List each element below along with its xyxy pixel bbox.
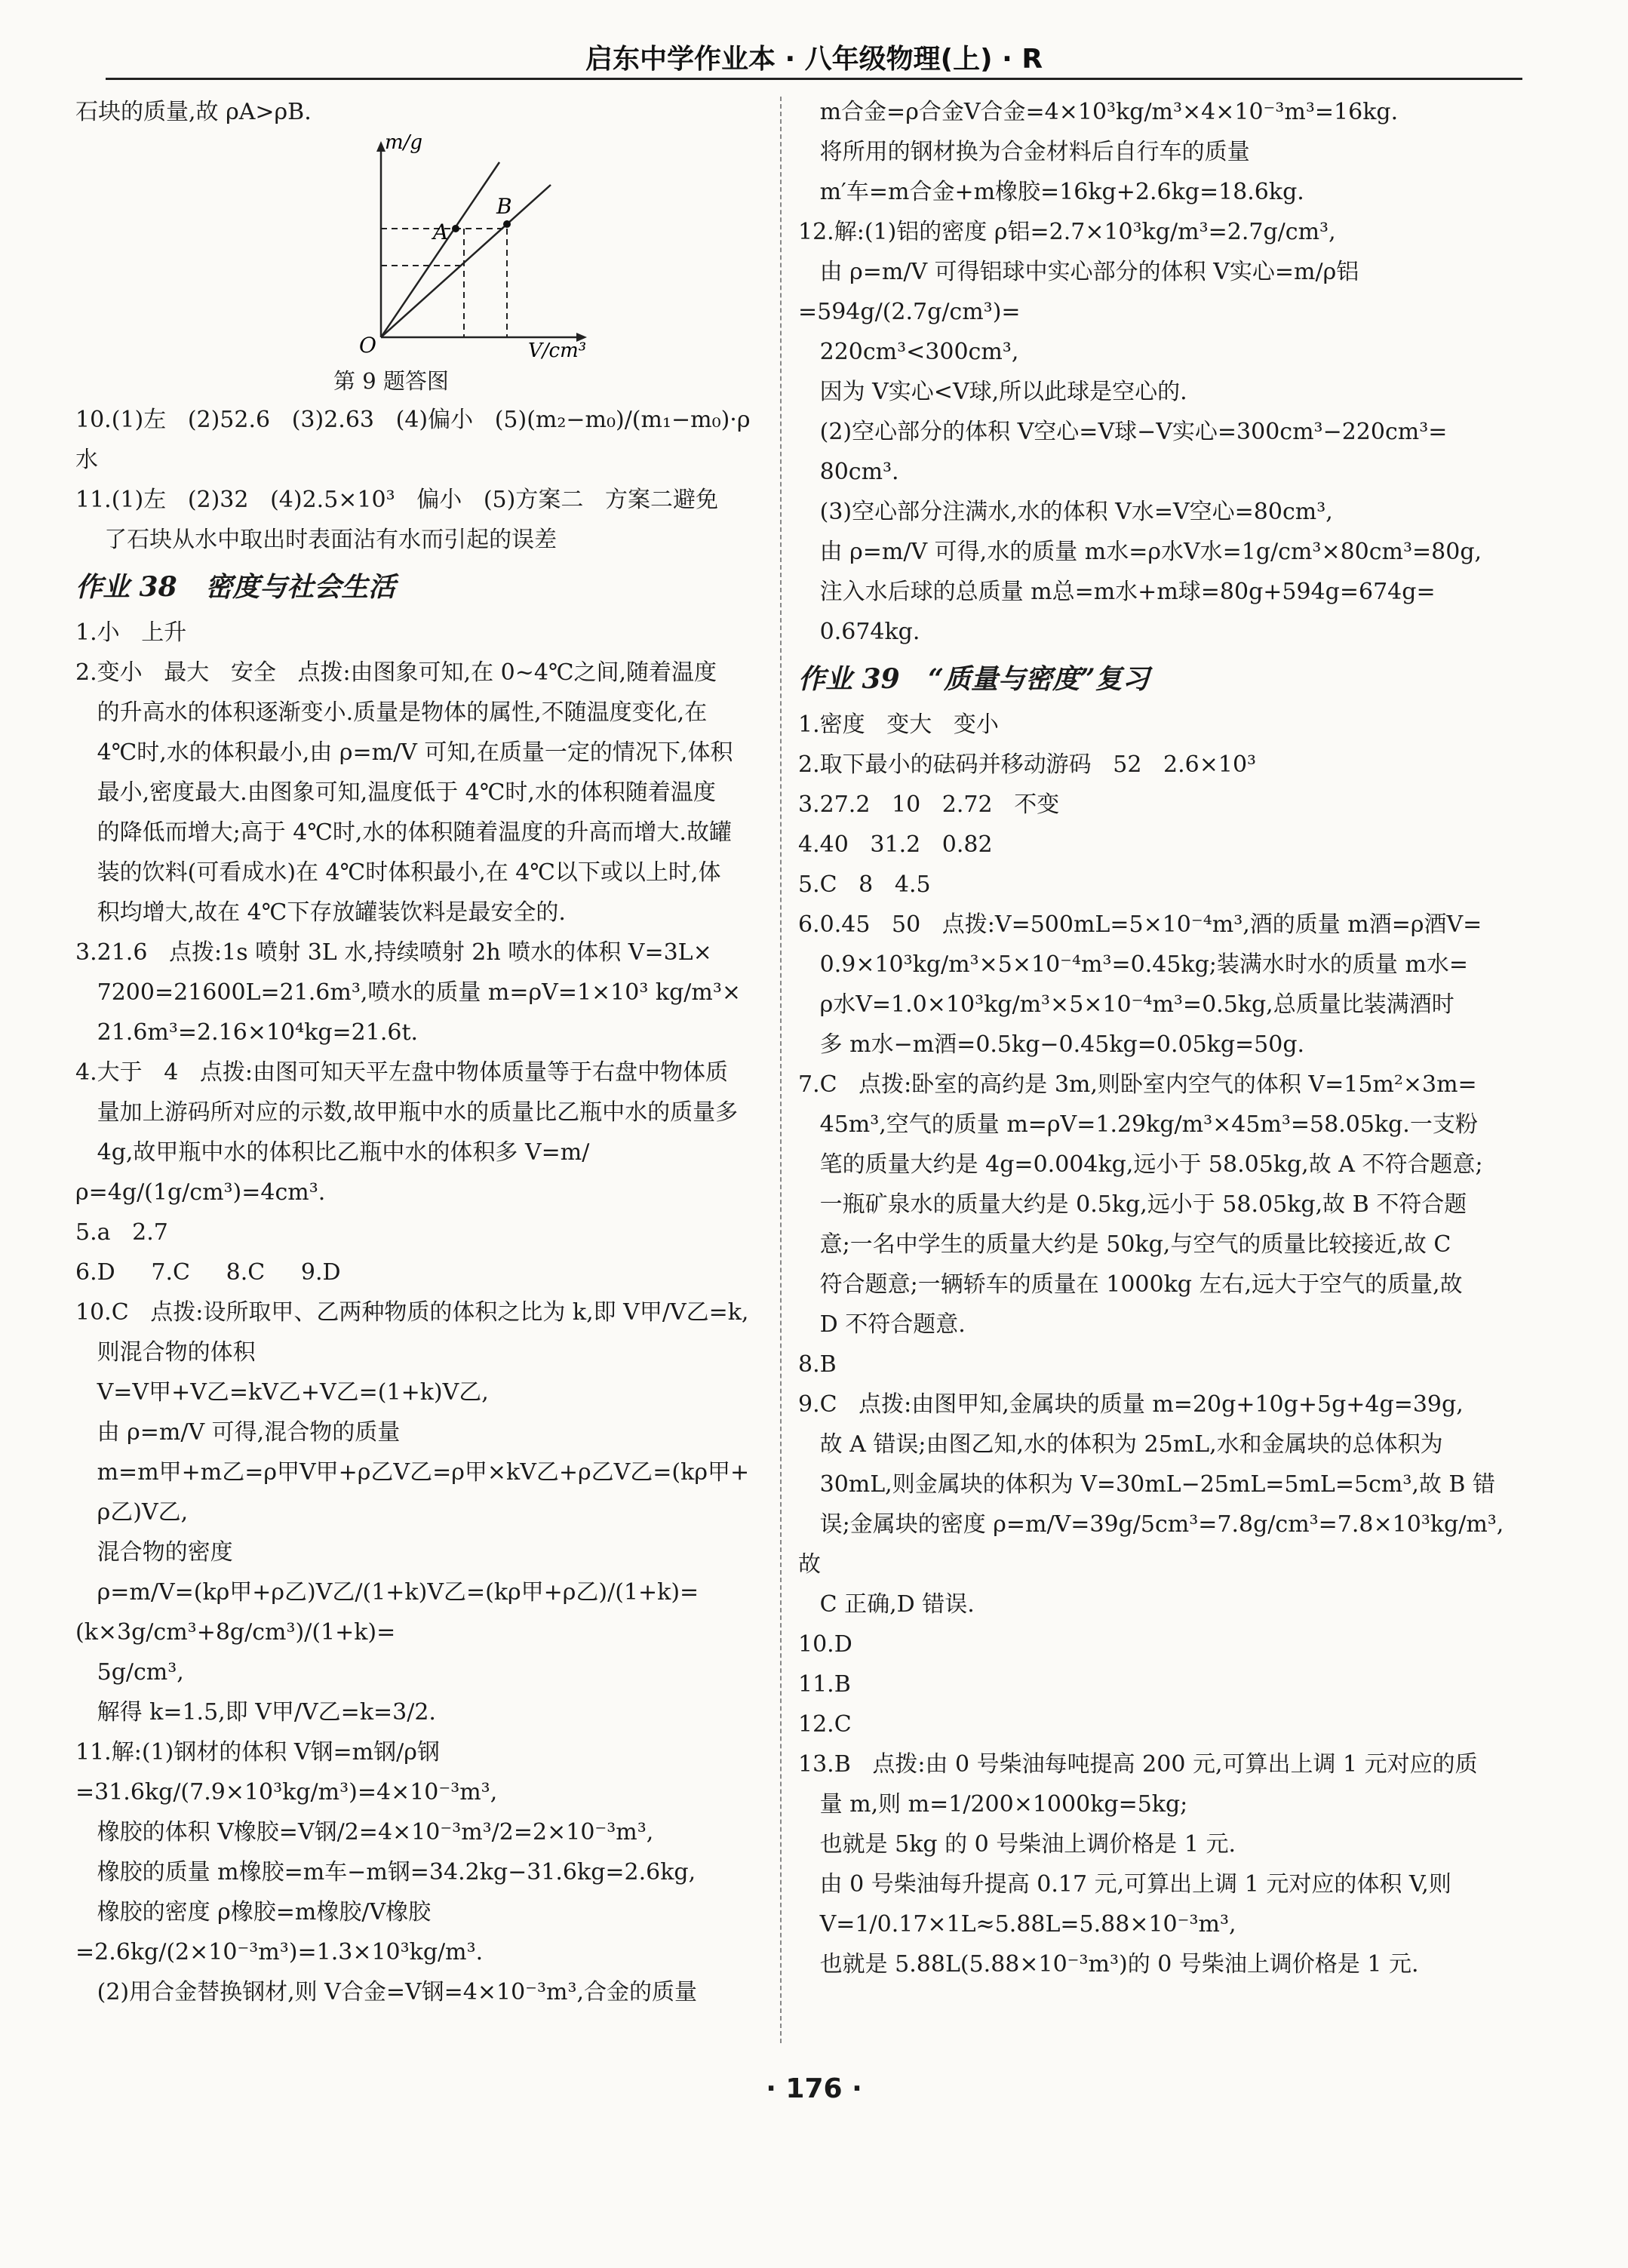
text-line: 则混合物的体积 <box>75 1339 256 1366</box>
text-line: 5.a 2.7 <box>75 1219 168 1246</box>
text-line: 的升高水的体积逐渐变小.质量是物体的属性,不随温度变化,在 <box>75 699 708 726</box>
figure-caption: 第 9 题答图 <box>333 368 449 394</box>
text-line: 6.0.45 50 点拨:V=500mL=5×10⁻⁴m³,酒的质量 m酒=ρ酒V= <box>798 911 1482 938</box>
origin-label: O <box>359 333 376 358</box>
text-line: m′车=m合金+m橡胶=16kg+2.6kg=18.6kg. <box>798 179 1304 205</box>
text-line: ρ水V=1.0×10³kg/m³×5×10⁻⁴m³=0.5kg,总质量比装满酒时 <box>798 991 1454 1018</box>
text-line: 量 m,则 m=1/200×1000kg=5kg; <box>798 1791 1188 1818</box>
point-b-label: B <box>496 194 512 219</box>
text-line: m合金=ρ合金V合金=4×10³kg/m³×4×10⁻³m³=16kg. <box>798 99 1399 125</box>
text-line: 45m³,空气的质量 m=ρV=1.29kg/m³×45m³=58.05kg.一支粉 <box>798 1111 1478 1138</box>
text-line: m=m甲+m乙=ρ甲V甲+ρ乙V乙=ρ甲×kV乙+ρ乙V乙=(kρ甲+ <box>75 1459 750 1486</box>
text-line: 误;金属块的密度 ρ=m/V=39g/5cm³=7.8g/cm³=7.8×10³kg/m³,故 <box>798 1511 1504 1578</box>
text-line: 30mL,则金属块的体积为 V=30mL−25mL=5mL=5cm³,故 B 错 <box>798 1471 1495 1498</box>
text-line: 笔的质量大约是 4g=0.004kg,远小于 58.05kg,故 A 不符合题意; <box>798 1151 1483 1178</box>
text-line: 注入水后球的总质量 m总=m水+m球=80g+594g=674g= <box>798 579 1436 605</box>
left-answer-lines <box>75 400 758 560</box>
left-column <box>75 92 758 2012</box>
text-line: 12.C <box>798 1711 852 1738</box>
text-line: 由 ρ=m/V 可得,混合物的质量 <box>75 1419 401 1446</box>
text-line: 装的饮料(可看成水)在 4℃时体积最小,在 4℃以下或以上时,体 <box>75 859 721 886</box>
text-line: 多 m水−m酒=0.5kg−0.45kg=0.05kg=50g. <box>798 1031 1305 1058</box>
x-axis-label: V/cm³ <box>528 340 587 362</box>
text-line: 由 0 号柴油每升提高 0.17 元,可算出上调 1 元对应的体积 V,则 <box>798 1871 1451 1898</box>
text-line: 9.C 点拨:由图甲知,金属块的质量 m=20g+10g+5g+4g=39g, <box>798 1391 1464 1418</box>
text-line: 21.6m³=2.16×10⁴kg=21.6t. <box>75 1019 419 1046</box>
text-line: 8.B <box>798 1351 837 1378</box>
text-line: 将所用的钢材换为合金材料后自行车的质量 <box>798 139 1250 165</box>
text-line: 13.B 点拨:由 0 号柴油每吨提高 200 元,可算出上调 1 元对应的质 <box>798 1751 1478 1778</box>
right-column <box>798 92 1516 1984</box>
text-line: 80cm³. <box>798 459 899 485</box>
text-line: 积均增大,故在 4℃下存放罐装饮料是最安全的. <box>75 899 566 926</box>
column-divider <box>780 97 782 2043</box>
point-b-marker <box>503 220 511 228</box>
text-line: 也就是 5kg 的 0 号柴油上调价格是 1 元. <box>798 1831 1236 1858</box>
text-line: V=V甲+V乙=kV乙+V乙=(1+k)V乙, <box>75 1379 489 1406</box>
text-line: 0.674kg. <box>798 619 920 645</box>
text-line: 意;一名中学生的质量大约是 50kg,与空气的质量比较接近,故 C <box>798 1231 1451 1258</box>
mass-volume-graph <box>294 132 611 362</box>
text-line: 10.(1)左 (2)52.6 (3)2.63 (4)偏小 (5)(m₂−m₀)/(m₁−m₀)·ρ水 <box>75 407 751 473</box>
line-a <box>381 162 499 337</box>
text-line: 石块的质量,故 ρA>ρB. <box>75 99 312 125</box>
text-line: 由 ρ=m/V 可得铝球中实心部分的体积 V实心=m/ρ铝=594g/(2.7g/cm³)= <box>798 259 1359 325</box>
text-line: 0.9×10³kg/m³×5×10⁻⁴m³=0.45kg;装满水时水的质量 m水= <box>798 951 1469 978</box>
text-line: 3.21.6 点拨:1s 喷射 3L 水,持续喷射 2h 喷水的体积 V=3L× <box>75 939 712 966</box>
text-line: 了石块从水中取出时表面沾有水而引起的误差 <box>75 527 558 553</box>
text-line: 量加上游码所对应的示数,故甲瓶中水的质量比乙瓶中水的质量多 <box>75 1099 739 1126</box>
text-line: 故 A 错误;由图乙知,水的体积为 25mL,水和金属块的总体积为 <box>798 1431 1443 1458</box>
text-line: 11.解:(1)钢材的体积 V钢=m钢/ρ钢=31.6kg/(7.9×10³kg/m³)=4×10⁻³m³, <box>75 1739 498 1805</box>
text-line: 混合物的密度 <box>75 1539 233 1566</box>
text-line: 橡胶的密度 ρ橡胶=m橡胶/V橡胶=2.6kg/(2×10⁻³m³)=1.3×10³kg/m³. <box>75 1899 484 1965</box>
line-b <box>381 185 551 337</box>
text-line: C 正确,D 错误. <box>798 1591 975 1618</box>
text-line: 11.B <box>798 1671 851 1698</box>
text-line: 10.C 点拨:设所取甲、乙两种物质的体积之比为 k,即 V甲/V乙=k, <box>75 1299 749 1326</box>
text-line: (2)空心部分的体积 V空心=V球−V实心=300cm³−220cm³= <box>798 419 1448 445</box>
text-line: 10.D <box>798 1631 852 1658</box>
left-top-lines <box>75 92 758 132</box>
y-axis-label: m/g <box>385 132 423 154</box>
text-line: 1.密度 变大 变小 <box>798 711 999 738</box>
text-line: 4g,故甲瓶中水的体积比乙瓶中水的体积多 V=m/ρ=4g/(1g/cm³)=4cm³. <box>75 1139 590 1206</box>
page-header-title: 启东中学作业本 · 八年级物理(上) · R <box>585 44 1043 75</box>
text-line: 7200=21600L=21.6m³,喷水的质量 m=ρV=1×10³ kg/m³× <box>75 979 742 1006</box>
text-line: 5.C 8 4.5 <box>798 871 931 898</box>
text-line: ρ=m/V=(kρ甲+ρ乙)V乙/(1+k)V乙=(kρ甲+ρ乙)/(1+k)=(k×3g/cm³+8g/cm³)/(1+k)= <box>75 1579 699 1646</box>
text-line: (2)用合金替换钢材,则 V合金=V钢=4×10⁻³m³,合金的质量 <box>75 1979 698 2005</box>
page-number: · 176 · <box>766 2073 862 2104</box>
text-line: 最小,密度最大.由图象可知,温度低于 4℃时,水的体积随着温度 <box>75 779 716 806</box>
text-line: 220cm³<300cm³, <box>798 339 1019 365</box>
text-line: 的降低而增大;高于 4℃时,水的体积随着温度的升高而增大.故罐 <box>75 819 732 846</box>
text-line: 3.27.2 10 2.72 不变 <box>798 791 1060 818</box>
text-line: D 不符合题意. <box>798 1311 966 1338</box>
section-38-title: 作业 38 密度与社会生活 <box>75 571 396 603</box>
text-line: ρ乙)V乙, <box>75 1499 189 1526</box>
section-39-lines <box>798 705 1516 1984</box>
text-line: 7.C 点拨:卧室的高约是 3m,则卧室内空气的体积 V=15m²×3m= <box>798 1071 1477 1098</box>
text-line: V=1/0.17×1L≈5.88L=5.88×10⁻³m³, <box>798 1911 1236 1938</box>
text-line: 由 ρ=m/V 可得,水的质量 m水=ρ水V水=1g/cm³×80cm³=80g, <box>798 539 1482 565</box>
density-figure <box>75 132 758 362</box>
point-a-marker <box>452 225 459 232</box>
header-rule <box>106 78 1522 80</box>
text-line: 一瓶矿泉水的质量大约是 0.5kg,远小于 58.05kg,故 B 不符合题 <box>798 1191 1467 1218</box>
text-line: 因为 V实心<V球,所以此球是空心的. <box>798 379 1187 405</box>
text-line: 2.取下最小的砝码并移动游码 52 2.6×10³ <box>798 751 1257 778</box>
text-line: (3)空心部分注满水,水的体积 V水=V空心=80cm³, <box>798 499 1333 525</box>
right-top-lines <box>798 92 1516 652</box>
text-line: 橡胶的体积 V橡胶=V钢/2=4×10⁻³m³/2=2×10⁻³m³, <box>75 1819 654 1845</box>
text-line: 4℃时,水的体积最小,由 ρ=m/V 可知,在质量一定的情况下,体积 <box>75 739 733 766</box>
text-line: 5g/cm³, <box>75 1659 184 1686</box>
text-line: 也就是 5.88L(5.88×10⁻³m³)的 0 号柴油上调价格是 1 元. <box>798 1951 1419 1978</box>
section-38-lines <box>75 613 758 2012</box>
text-line: 4.大于 4 点拨:由图可知天平左盘中物体质量等于右盘中物体质 <box>75 1059 729 1086</box>
text-line: 12.解:(1)铝的密度 ρ铝=2.7×10³kg/m³=2.7g/cm³, <box>798 219 1336 245</box>
section-39-title: 作业 39 “质量与密度”复习 <box>798 663 1150 695</box>
text-line: 符合题意;一辆轿车的质量在 1000kg 左右,远大于空气的质量,故 <box>798 1271 1463 1298</box>
point-a-label: A <box>433 220 449 244</box>
text-line: 4.40 31.2 0.82 <box>798 831 993 858</box>
text-line: 解得 k=1.5,即 V甲/V乙=k=3/2. <box>75 1699 436 1726</box>
text-line: 11.(1)左 (2)32 (4)2.5×10³ 偏小 (5)方案二 方案二避免 <box>75 487 718 513</box>
text-line: 2.变小 最大 安全 点拨:由图象可知,在 0~4℃之间,随着温度 <box>75 659 717 686</box>
text-line: 橡胶的质量 m橡胶=m车−m钢=34.2kg−31.6kg=2.6kg, <box>75 1859 696 1885</box>
text-line: 6.D 7.C 8.C 9.D <box>75 1259 341 1286</box>
text-line: 1.小 上升 <box>75 619 187 646</box>
